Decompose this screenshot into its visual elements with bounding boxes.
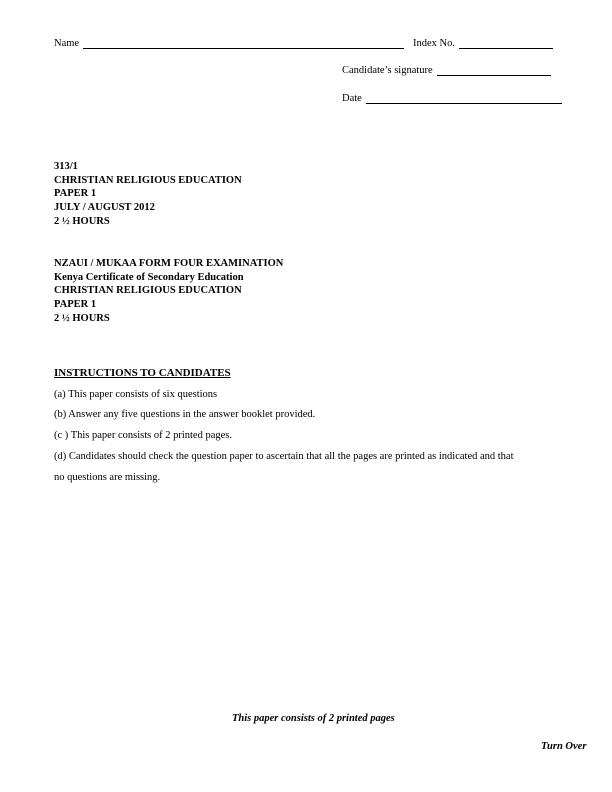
subject: CHRISTIAN RELIGIOUS EDUCATION [54,174,242,186]
index-label: Index No. [413,38,455,49]
signature-label: Candidate’s signature [342,65,433,76]
paper-number: PAPER 1 [54,299,97,311]
index-line[interactable] [459,38,553,49]
paper-number: PAPER 1 [54,188,97,200]
instruction-item: (c ) This paper consists of 2 printed pages. [54,430,232,441]
duration: 2 ½ HOURS [54,312,110,324]
exam-info [54,257,283,326]
signature-field[interactable] [342,65,551,76]
paper-code: 313/1 [54,161,78,172]
instruction-item: (a) This paper consists of six questions [54,389,218,400]
instructions-title: INSTRUCTIONS TO CANDIDATES [54,367,231,379]
index-field[interactable] [413,38,553,49]
instruction-item: no questions are missing. [54,472,161,483]
paper-info [54,160,242,229]
turn-over: Turn Over [541,741,587,752]
name-label: Name [54,38,80,49]
name-line[interactable] [83,38,404,49]
instruction-item: (b) Answer any five questions in the answer booklet provided. [54,409,316,420]
date-field[interactable] [342,93,562,104]
name-field[interactable] [54,38,404,49]
certificate: Kenya Certificate of Secondary Education [54,271,244,283]
duration: 2 ½ HOURS [54,215,110,227]
signature-line[interactable] [437,65,551,76]
pages-note: This paper consists of 2 printed pages [232,713,395,724]
exam-title: NZAUI / MUKAA FORM FOUR EXAMINATION [54,258,284,269]
date-label: Date [342,93,362,104]
exam-date: JULY / AUGUST 2012 [54,202,155,214]
instruction-item: (d) Candidates should check the question paper to ascertain that all the pages are printed as indicated and that [54,451,514,462]
date-line[interactable] [366,93,562,104]
subject: CHRISTIAN RELIGIOUS EDUCATION [54,285,242,297]
